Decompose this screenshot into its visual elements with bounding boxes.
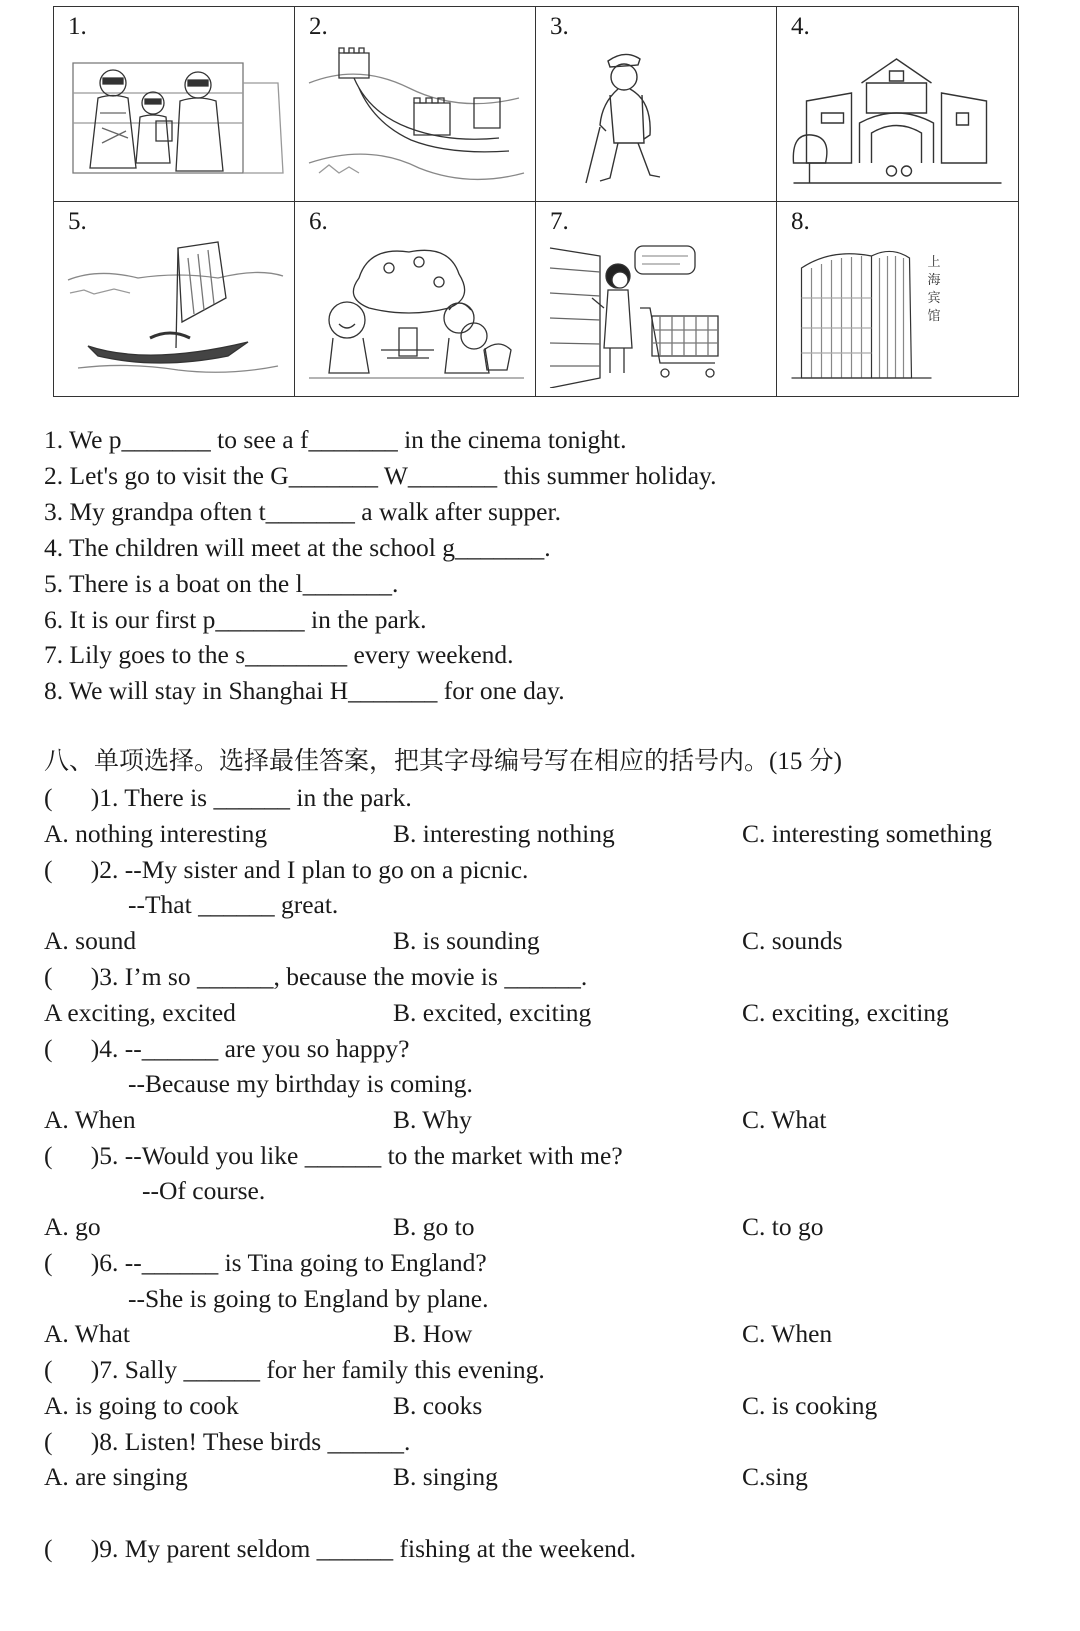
school-gate-picture	[777, 43, 1018, 193]
picture-cell-7	[536, 202, 777, 397]
picture-cell-1	[54, 7, 295, 202]
question-8-option-a: A. are singing	[44, 1462, 188, 1491]
question-8-stem: ( )8. Listen! These birds ______.	[44, 1427, 411, 1456]
picture-grid	[53, 6, 1019, 397]
question-8-option-c: C.sing	[742, 1462, 808, 1491]
question-2-option-b: B. is sounding	[393, 926, 540, 955]
question-1-option-a: A. nothing interesting	[44, 819, 268, 848]
question-4-option-c: C. What	[742, 1105, 827, 1134]
picture-number: 8.	[791, 207, 810, 235]
old-man-walking-picture	[536, 43, 776, 193]
svg-text:上: 上	[927, 254, 941, 270]
question-7-stem: ( )7. Sally ______ for her family this evening.	[44, 1355, 545, 1384]
question-6-option-c: C. When	[742, 1319, 833, 1348]
question-5-option-c: C. to go	[742, 1212, 824, 1241]
question-3-option-b: B. excited, exciting	[393, 998, 592, 1027]
question-3-stem: ( )3. I’m so ______, because the movie is ______.	[44, 962, 588, 991]
fill-in-sentence-7: 7. Lily goes to the s________ every weekend.	[44, 640, 514, 669]
fill-in-sentence-2: 2. Let's go to visit the G_______ W_______ this summer holiday.	[44, 461, 717, 490]
cinema-audience-picture	[54, 43, 294, 193]
picture-number: 5.	[68, 207, 87, 235]
fill-in-sentence-3: 3. My grandpa often t_______ a walk after supper.	[44, 497, 561, 526]
picture-number: 6.	[309, 207, 328, 235]
picnic-picture	[295, 238, 535, 388]
supermarket-picture	[536, 238, 776, 388]
question-2-stem: ( )2. --My sister and I plan to go on a picnic.	[44, 855, 529, 884]
question-3-option-c: C. exciting, exciting	[742, 998, 949, 1027]
picture-cell-5	[54, 202, 295, 397]
picture-cell-4	[777, 7, 1018, 202]
fill-in-sentence-8: 8. We will stay in Shanghai H_______ for one day.	[44, 676, 565, 705]
shanghai-hotel-picture	[777, 238, 1018, 388]
question-6-stem: ( )6. --______ is Tina going to England?	[44, 1248, 487, 1277]
picture-number: 3.	[550, 13, 569, 40]
question-7-option-c: C. is cooking	[742, 1391, 878, 1420]
fill-in-sentence-1: 1. We p_______ to see a f_______ in the cinema tonight.	[44, 425, 627, 454]
picture-number: 4.	[791, 13, 810, 40]
question-6-option-a: A. What	[44, 1319, 130, 1348]
great-wall-picture	[295, 43, 535, 193]
question-7-option-a: A. is going to cook	[44, 1391, 239, 1420]
question-9-stem: ( )9. My parent seldom ______ fishing at the weekend.	[44, 1534, 637, 1563]
picture-cell-2	[295, 7, 536, 202]
svg-text:馆: 馆	[927, 308, 941, 324]
question-4-stem: ( )4. --______ are you so happy?	[44, 1034, 410, 1063]
question-1-option-b: B. interesting nothing	[393, 819, 615, 848]
question-4-option-b: B. Why	[393, 1105, 472, 1134]
question-5-response: --Of course.	[142, 1176, 266, 1205]
fill-in-sentence-6: 6. It is our first p_______ in the park.	[44, 605, 427, 634]
picture-cell-6	[295, 202, 536, 397]
question-1-stem: ( )1. There is ______ in the park.	[44, 783, 412, 812]
question-4-option-a: A. When	[44, 1105, 136, 1134]
section-title: 八、单项选择。选择最佳答案，把其字母编号写在相应的括号内。(15 分)	[44, 748, 842, 775]
fill-in-sentence-5: 5. There is a boat on the l_______.	[44, 569, 399, 598]
question-3-option-a: A exciting, excited	[44, 998, 236, 1027]
fill-in-sentence-4: 4. The children will meet at the school g_______.	[44, 533, 551, 562]
question-7-option-b: B. cooks	[393, 1391, 483, 1420]
question-5-stem: ( )5. --Would you like ______ to the market with me?	[44, 1141, 623, 1170]
picture-number: 2.	[309, 13, 328, 40]
picture-cell-8	[777, 202, 1018, 397]
question-8-option-b: B. singing	[393, 1462, 498, 1491]
question-1-option-c: C. interesting something	[742, 819, 993, 848]
question-2-response: --That ______ great.	[128, 890, 339, 919]
boat-on-lake-picture	[54, 238, 294, 388]
question-6-option-b: B. How	[393, 1319, 473, 1348]
question-2-option-c: C. sounds	[742, 926, 843, 955]
picture-cell-3	[536, 7, 777, 202]
question-6-response: --She is going to England by plane.	[128, 1284, 489, 1313]
question-2-option-a: A. sound	[44, 926, 137, 955]
question-4-response: --Because my birthday is coming.	[128, 1069, 473, 1098]
picture-number: 7.	[550, 207, 569, 235]
question-5-option-a: A. go	[44, 1212, 101, 1241]
svg-text:宾: 宾	[927, 290, 941, 306]
svg-text:海: 海	[927, 272, 941, 288]
question-5-option-b: B. go to	[393, 1212, 475, 1241]
picture-number: 1.	[68, 13, 87, 40]
